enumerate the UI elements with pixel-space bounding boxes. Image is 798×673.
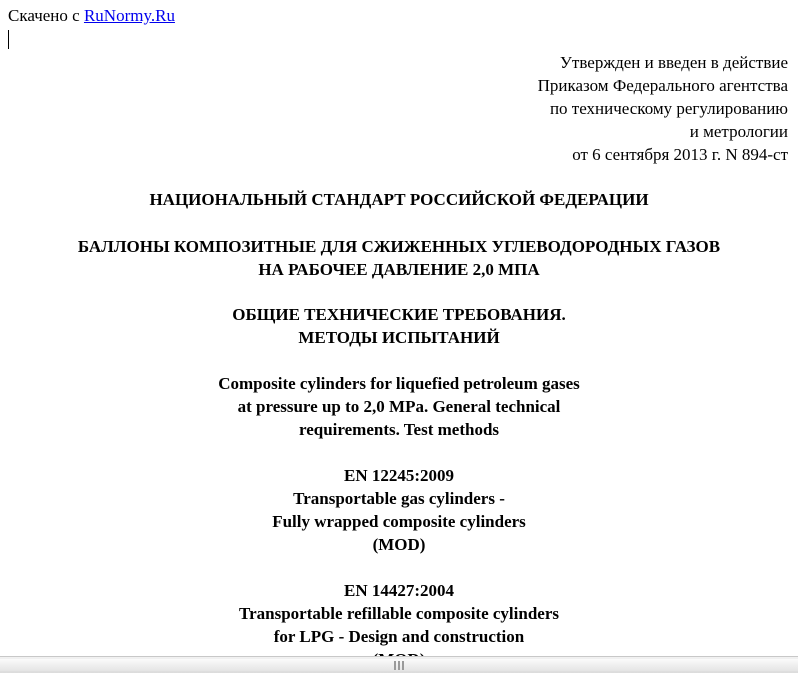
approval-line: по техническому регулированию (549, 99, 788, 118)
approval-block (538, 51, 788, 166)
english-title (0, 372, 798, 441)
downloaded-prefix: Скачено с (8, 6, 80, 25)
text-cursor (8, 30, 9, 49)
approval-line: и метрологии (689, 122, 788, 141)
reference-line: EN 14427:2004 (343, 581, 455, 600)
reference-line: EN 12245:2009 (343, 466, 455, 485)
reference-line: Fully wrapped composite cylinders (272, 512, 526, 531)
reference-line: for LPG - Design and construction (273, 627, 525, 646)
approval-line: Приказом Федерального агентства (537, 76, 788, 95)
standard-type: НАЦИОНАЛЬНЫЙ СТАНДАРТ РОССИЙСКОЙ ФЕДЕРАЦИИ (149, 190, 649, 209)
english-title-line: requirements. Test methods (298, 420, 500, 439)
document-title (0, 235, 798, 281)
reference-line: Transportable refillable composite cylinders (239, 604, 559, 623)
reference-line: Transportable gas cylinders - (293, 489, 505, 508)
english-title-line: at pressure up to 2,0 MPa. General technical (237, 397, 561, 416)
reference-line: (MOD) (372, 535, 426, 554)
download-source-line (8, 6, 175, 26)
runormy-link[interactable]: RuNormy.Ru (83, 6, 175, 25)
reference-standard-1 (0, 464, 798, 556)
approval-line: Утвержден и введен в действие (559, 53, 788, 72)
document-subtitle (0, 303, 798, 349)
scrollbar-thumb[interactable] (0, 659, 798, 671)
grip-icon (394, 661, 404, 670)
title-line: БАЛЛОНЫ КОМПОЗИТНЫЕ ДЛЯ СЖИЖЕННЫХ УГЛЕВОДОРОДНЫХ ГАЗОВ (77, 237, 721, 256)
standard-type-heading (0, 188, 798, 211)
english-title-line: Composite cylinders for liquefied petroleum gases (218, 374, 580, 393)
approval-line: от 6 сентября 2013 г. N 894-ст (572, 145, 788, 164)
subtitle-line: ОБЩИЕ ТЕХНИЧЕСКИЕ ТРЕБОВАНИЯ. (232, 305, 566, 324)
title-line: НА РАБОЧЕЕ ДАВЛЕНИЕ 2,0 МПА (258, 260, 540, 279)
subtitle-line: МЕТОДЫ ИСПЫТАНИЙ (298, 328, 500, 347)
horizontal-scrollbar[interactable] (0, 656, 798, 673)
